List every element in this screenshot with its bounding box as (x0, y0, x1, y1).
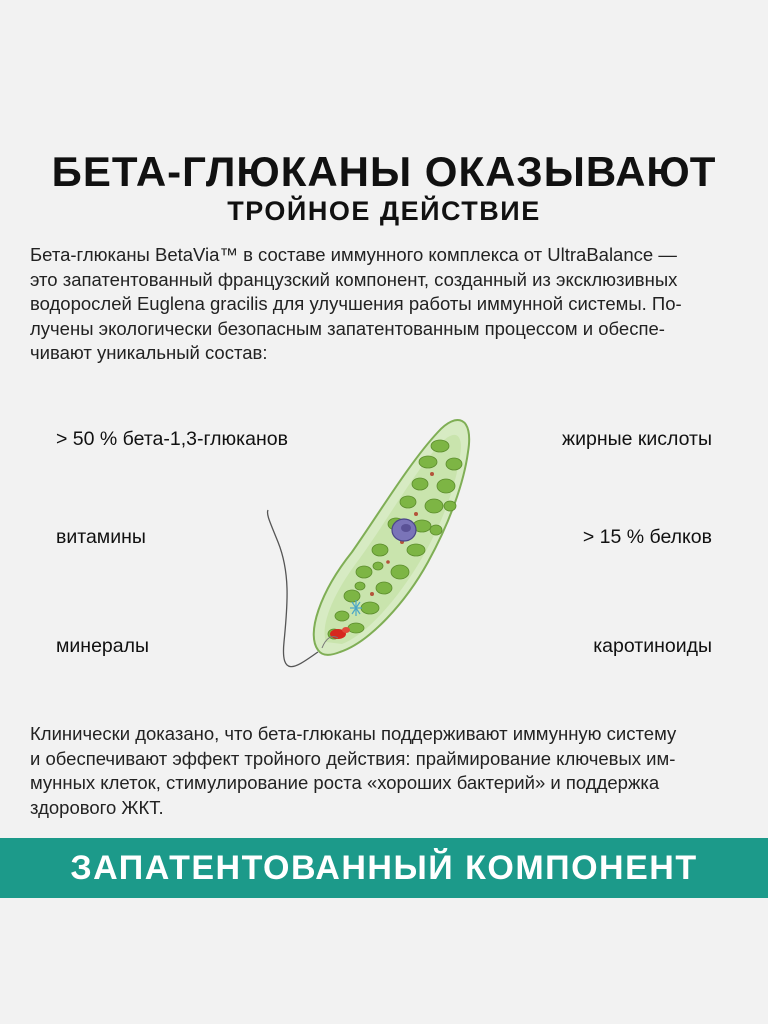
intro-line: чивают уникальный состав: (30, 342, 268, 363)
intro-paragraph (30, 243, 740, 366)
intro-line: Бета-глюканы BetaVia™ в составе иммунного комплекса от UltraBalance — (30, 244, 677, 265)
banner-text: ЗАПАТЕНТОВАННЫЙ КОМПОНЕНТ (70, 848, 698, 887)
patented-component-banner (0, 838, 768, 898)
composition-proteins: > 15 % белков (582, 526, 712, 548)
conclusion-paragraph (30, 722, 740, 820)
conclusion-line: здорового ЖКТ. (30, 796, 164, 818)
intro-line: водорослей Euglena gracilis для улучшения работы иммунной системы. По- (30, 293, 682, 314)
composition-fatty-acids: жирные кислоты (562, 428, 712, 450)
conclusion-line: мунных клеток, стимулирование роста «хороших бактерий» и поддержка (30, 772, 660, 793)
euglena-cell-icon (260, 402, 480, 684)
conclusion-line: и обеспечивают эффект тройного действия: праймирование ключевых им- (30, 747, 676, 769)
composition-beta-glucans: > 50 % бета-1,3-глюканов (56, 428, 288, 450)
conclusion-line: Клинически доказано, что бета-глюканы поддерживают иммунную систему (30, 723, 677, 744)
intro-line: это запатентованный французский компонент, созданный из эксклюзивных (30, 268, 678, 290)
page-title: БЕТА-ГЛЮКАНЫ ОКАЗЫВАЮТ (51, 148, 717, 195)
composition-vitamins: витамины (56, 526, 146, 548)
composition-carotenoids: каротиноиды (593, 635, 712, 657)
composition-minerals: минералы (56, 635, 149, 657)
intro-line: лучены экологически безопасным запатентованным процессом и обеспе- (30, 317, 665, 339)
page-subtitle: ТРОЙНОЕ ДЕЙСТВИЕ (227, 196, 541, 226)
